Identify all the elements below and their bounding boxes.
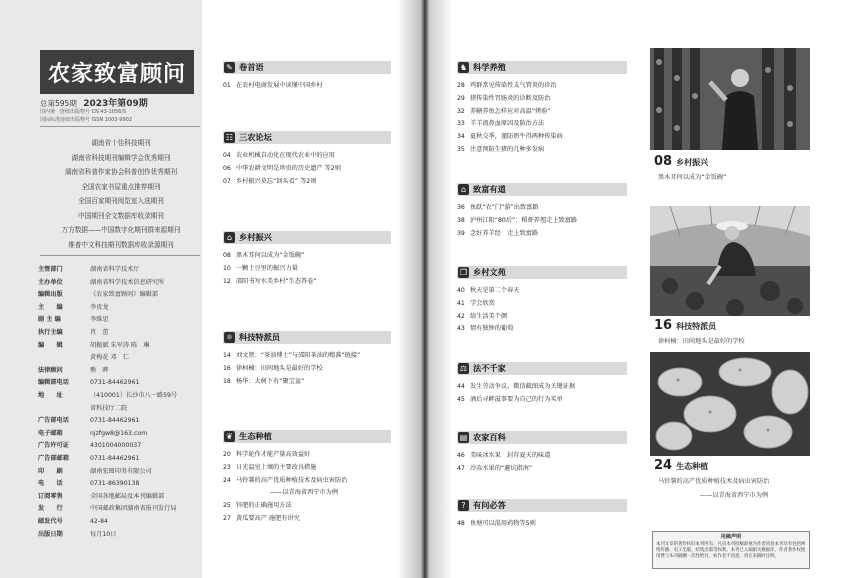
page-number: 20 [223, 451, 231, 458]
article-title: 在农村电商发展中读懂中国乡村 [236, 82, 323, 89]
credit-value: 肖 蕾 [90, 329, 109, 336]
feature-08-caption: 08 乡村振兴 [654, 154, 709, 169]
credit-row [38, 516, 202, 525]
book-icon: ❐ [459, 268, 468, 277]
credit-label: 主 编 [38, 303, 63, 311]
article-title: 黄瓜要高产 施肥有讲究 [236, 515, 300, 522]
credit-value: 省科技厅二院 [90, 404, 128, 412]
page-number: 01 [223, 82, 231, 89]
page-number: 34 [457, 133, 465, 141]
article-title: 杨华：大树下有“聚宝盆” [236, 377, 305, 385]
toc-entry[interactable] [457, 285, 520, 294]
credit-label: 执行主编 [38, 329, 63, 336]
honor-item: 中国期刊全文数据库收录期刊 [78, 211, 164, 220]
credit-value: 李维思 [90, 316, 109, 324]
article-title: 羊羊流鼻血原因及防治方法 [470, 120, 545, 128]
honor-item: 湖南省科普作家协会科普创作优秀期刊 [64, 168, 178, 176]
toc-entry[interactable] [457, 311, 507, 320]
section-header [457, 61, 627, 74]
page-number: 25 [223, 502, 231, 510]
section-title: 三农论坛 [239, 132, 272, 142]
section-title: 致富有道 [473, 184, 506, 194]
spine-gutter [421, 0, 429, 578]
credit-value: 李贵龙 [90, 303, 109, 311]
section-header [223, 131, 391, 144]
credit-value: 湖南省科学技术厅 [90, 266, 140, 273]
toc-entry[interactable] [223, 176, 316, 185]
credit-label: 电 话 [38, 480, 63, 488]
left-page [0, 0, 421, 578]
credit-value: 《农家致富顾问》编辑部 [90, 291, 159, 299]
toc-entry[interactable] [223, 376, 304, 385]
toc-entry[interactable] [457, 394, 563, 403]
article-title: 猪传染性胃肠炎的诊断及防治 [470, 94, 551, 102]
toc-entry[interactable] [457, 80, 557, 89]
credit-label: 印 刷 [38, 467, 63, 475]
article-title: 夏秋交季，谨防奶牛得两种传染病 [470, 133, 563, 141]
divider [40, 126, 200, 127]
credit-row [38, 365, 202, 374]
toc-entry[interactable] [457, 323, 513, 332]
honor-item: 维普中文科技期刊数据库收录源期刊 [68, 240, 174, 249]
credit-row [38, 327, 202, 336]
article-title: 乡村振兴莫忘“回头看” 等2则 [236, 177, 317, 185]
credit-row [38, 478, 202, 487]
section-header [223, 61, 391, 74]
article-title: 锌肥的正确施用方法 [236, 502, 292, 510]
credit-row [38, 415, 202, 424]
article-title: 日光温室土壤的主要改良措施 [236, 463, 317, 471]
article-title: 养鳝养鱼怎样应对高温“烤验” [470, 107, 551, 115]
credit-value: 0731-84462961 [90, 455, 140, 462]
page-number: 12 [223, 277, 231, 285]
credit-row [38, 352, 202, 361]
credit-label: 主管部门 [38, 266, 63, 273]
credit-value: 黄梅花 邓 仁 [90, 354, 130, 362]
toc-entry[interactable] [457, 463, 532, 472]
credit-value: 0731-86390138 [90, 480, 140, 488]
credit-row [38, 466, 202, 475]
feature-24-subtitle-2: ——以青海省西宁市为例 [700, 492, 769, 499]
article-title: 酒后寻衅滋事要为自己的行为买单 [470, 395, 563, 403]
toc-entry[interactable] [457, 381, 575, 390]
masthead-sidebar [0, 0, 202, 578]
article-title: 学会欣赏 [470, 299, 495, 307]
feature-24-caption: 24 生态种植 [654, 458, 709, 473]
page-number: 23 [223, 463, 231, 471]
credit-label: 主办单位 [38, 278, 63, 286]
magazine-title: 农家致富顾问 [40, 50, 194, 94]
article-title: 情有独钟的葡萄 [470, 325, 514, 333]
credit-value: 全国各地邮局及本刊编辑部 [90, 492, 165, 500]
page-number: 29 [457, 94, 465, 102]
potatoes-photo [650, 352, 810, 456]
honor-item: 湖南省十佳科技期刊 [91, 139, 151, 147]
article-title: 中华农耕文明是珍贵的历史遗产 等2则 [236, 164, 341, 172]
toc-entry[interactable] [223, 80, 323, 89]
section-title: 法不千家 [473, 363, 506, 373]
toc-entry[interactable] [223, 449, 310, 458]
section-title: 科学养殖 [473, 62, 506, 72]
page-number: 46 [457, 452, 465, 459]
article-title: ——以青海省西宁市为例 [270, 489, 339, 497]
page-number: 42 [457, 312, 465, 320]
toc-entry[interactable] [223, 475, 347, 484]
credit-label: 订阅零售 [38, 492, 63, 500]
credit-value: 熊 晔 [90, 366, 109, 374]
credit-label: 广告部电话 [38, 417, 69, 425]
toc-entry[interactable] [457, 144, 544, 153]
forum-icon: ☷ [225, 133, 234, 142]
page-number: 38 [457, 216, 465, 224]
credit-label: 电子邮箱 [38, 429, 63, 437]
toc-entry[interactable] [223, 350, 360, 359]
honor-item: 全国农家书屋重点推荐期刊 [81, 182, 161, 191]
question-icon: ? [458, 500, 469, 511]
credit-label: 编辑部电话 [38, 379, 69, 387]
section-header [223, 430, 391, 443]
livestock-icon: ♞ [459, 63, 468, 72]
credit-value: （410001）长沙市八一路59号 [90, 392, 178, 399]
page-number: 44 [457, 383, 465, 390]
article-title: 刘文贤：“茶油博士”与邵阳茶油的精准“链接” [236, 352, 361, 359]
article-title: 美味冰水果 封存夏天的味道 [470, 452, 551, 459]
page-number: 45 [457, 395, 465, 403]
credit-row [38, 453, 202, 462]
gavel-icon: ⚖ [459, 364, 468, 373]
toc-entry[interactable] [457, 106, 551, 115]
page-number: 36 [457, 204, 465, 211]
credit-value: njzfgw8@163.com [90, 429, 148, 437]
honor-item: 万方数据——中国数字化期刊群来源期刊 [61, 226, 181, 234]
toc-entry[interactable] [223, 250, 304, 259]
credit-row [38, 503, 202, 512]
section-header [457, 183, 627, 196]
toc-entry[interactable] [223, 150, 335, 159]
toc-entry[interactable] [270, 487, 338, 496]
section-title: 农家百科 [473, 432, 506, 442]
credit-label: 邮发代号 [38, 518, 63, 525]
toc-entry[interactable] [223, 276, 317, 285]
toc-entry[interactable] [223, 363, 323, 372]
credit-row [38, 428, 202, 437]
credit-label: 地 址 [38, 392, 63, 399]
mushroom-greenhouse-photo [650, 48, 810, 150]
page-number: 16 [223, 364, 231, 372]
toc-entry[interactable] [457, 118, 544, 127]
page-number: 47 [457, 464, 465, 472]
section-header [223, 331, 391, 344]
credit-row [38, 491, 202, 500]
divider [40, 255, 200, 256]
credit-value: 湖南宏图印务有限公司 [90, 467, 152, 475]
section-header [457, 499, 627, 512]
article-title: 给生活美个颜 [470, 312, 508, 320]
toc-entry[interactable] [457, 450, 550, 459]
page-number: 06 [223, 164, 231, 172]
credit-value: 0731-84462961 [90, 417, 140, 425]
credit-value: 4301004000037 [90, 442, 142, 450]
credit-row [38, 264, 202, 273]
section-title: 乡村文苑 [473, 267, 506, 277]
article-title: 农业机械自动化在现代农业中的应用 [236, 152, 335, 159]
feature-24-subtitle: 马铃薯的高产优质种植技术及病虫害防治 [658, 478, 770, 485]
page-number: 24 [223, 476, 231, 484]
article-title: 鱼塘可以混用药物等5则 [470, 520, 536, 527]
article-title: 注意预防生猪的几种多发病 [470, 146, 545, 153]
section-header [457, 266, 627, 279]
toc-entry[interactable] [457, 228, 538, 237]
toc-entry[interactable] [223, 513, 300, 522]
section-header [457, 431, 627, 444]
statement-title: 用稿声明 [720, 534, 742, 540]
encyclopedia-icon: ▤ [459, 433, 468, 442]
village-icon: ⌂ [224, 232, 235, 243]
credit-label: 广告许可证 [38, 442, 69, 450]
credit-value: 中国邮政集团湖南省报刊发行局 [90, 505, 177, 513]
credit-row [38, 302, 202, 311]
feature-16-caption: 16 科技特派员 [654, 318, 717, 333]
article-title: 秋天是第二个春天 [470, 287, 520, 294]
page-number: 08 [223, 252, 231, 259]
credit-label: 出版日期 [38, 530, 63, 538]
credit-row [38, 529, 202, 538]
pen-icon: ✎ [224, 62, 235, 73]
toc-entry[interactable] [223, 500, 292, 509]
article-title: 一颗土豆里的振兴力量 [236, 264, 298, 272]
credit-row [38, 277, 202, 286]
page-number: 04 [223, 152, 231, 159]
credit-row [38, 289, 202, 298]
article-title: 鱼跃“农”门“游”出致富路 [470, 204, 539, 211]
issue-date: 2023年第09期 [83, 99, 148, 109]
article-title: 马铃薯的高产优质种植技术及病虫害防治 [236, 476, 348, 484]
article-title: 邵阳书写水美乡村“生态答卷” [236, 277, 317, 285]
section-title: 生态种植 [239, 431, 272, 441]
article-title: 黑木耳何以成为“金饭碗” [236, 252, 305, 259]
credit-label: 副 主 编 [38, 316, 61, 324]
credit-row [38, 440, 202, 449]
article-title: 念好养羊经 走上致富路 [470, 229, 539, 237]
article-title: 科学轮作才能产量高效益好 [236, 451, 311, 458]
section-title: 卷首语 [239, 62, 264, 72]
credit-value: 湖南省科学技术信息研究所 [90, 278, 165, 286]
credit-row [38, 340, 202, 349]
toc-entry[interactable] [457, 202, 539, 211]
section-title: 乡村振兴 [239, 232, 272, 242]
credit-row [38, 403, 202, 412]
credit-row [38, 314, 202, 323]
issue-number: 总第595期 [40, 99, 77, 108]
feature-16-subtitle: 徐柯楠：田间地头是最好的学校 [658, 338, 745, 345]
toc-entry[interactable] [457, 298, 495, 307]
page-number: 27 [223, 515, 231, 522]
credit-row [38, 377, 202, 386]
page-number: 39 [457, 229, 465, 237]
issn-code: 国际标准连续出版物号 ISSN 1003-9902 [40, 117, 132, 123]
toc-entry[interactable] [223, 163, 341, 172]
honor-item: 湖南省科技期刊编辑学会优秀期刊 [71, 153, 171, 162]
credit-value: 42-84 [90, 518, 108, 525]
page-number: 35 [457, 146, 465, 153]
toc-entry[interactable] [223, 263, 298, 272]
toc-entry[interactable] [457, 215, 577, 224]
toc-entry[interactable] [223, 462, 316, 471]
toc-entry[interactable] [457, 93, 550, 102]
cn-code: 国内统一连续出版物号 CN 43-1056/S [40, 109, 127, 115]
page-number: 18 [223, 377, 231, 385]
section-header [457, 362, 627, 375]
toc-entry[interactable] [457, 518, 536, 527]
science-icon: ⚛ [225, 333, 234, 342]
credit-label: 编辑出版 [38, 291, 63, 299]
page-number: 28 [457, 82, 465, 89]
credit-label: 发 行 [38, 505, 63, 513]
page-number: 43 [457, 325, 465, 333]
leaf-icon: ❦ [224, 431, 235, 442]
article-title: 鸡群常见传染性支气管炎的诊治 [470, 82, 557, 89]
section-title: 科技特派员 [239, 332, 280, 342]
page-number: 07 [223, 177, 231, 185]
feature-08-subtitle: 黑木耳何以成为“金饭碗” [658, 174, 727, 181]
article-title: 徐柯楠：田间地头是最好的学校 [236, 364, 323, 372]
statement-text: 本刊文章的著作权归本刊所有，凡向本刊投稿即视为作者同意本刊享有包括网络传播、电子出版、结集出版等权利。本刊已入编相关数据库，作者著作权使用费与本刊稿酬一次性给付。如作者不同意，请在来稿时注明。 [656, 541, 806, 560]
page-number: 40 [457, 287, 465, 294]
credit-value: 0731-84462961 [90, 379, 140, 387]
credit-row [38, 390, 202, 399]
field-worker-photo [650, 206, 810, 316]
page-number: 48 [457, 520, 465, 527]
article-title: 冷冻水果的“避坑指南” [470, 464, 533, 472]
credit-label: 广告部邮箱 [38, 455, 69, 462]
section-header [223, 231, 391, 244]
article-title: 泸州江阳“80后”：稻虾养殖走上致富路 [470, 216, 578, 224]
page-number: 33 [457, 120, 465, 128]
credit-value: 每月10日 [90, 530, 117, 538]
page-number: 14 [223, 352, 231, 359]
page-number: 41 [457, 299, 465, 307]
honor-item: 全国百家期刊阅览室入选期刊 [78, 197, 164, 205]
credit-label: 法律顾问 [38, 366, 63, 374]
toc-entry[interactable] [457, 131, 563, 140]
credit-value: 胡振斌 朱军涛 陈 琳 [90, 341, 150, 349]
page-number: 32 [457, 107, 465, 115]
section-title: 有问必答 [473, 500, 506, 510]
copyright-statement [652, 531, 810, 569]
credit-label: 编 辑 [38, 341, 63, 349]
house-icon: ⌂ [458, 184, 469, 195]
article-title: 发生劳动争议，微信截图成为关键证据 [470, 383, 576, 390]
page-number: 10 [223, 264, 231, 272]
